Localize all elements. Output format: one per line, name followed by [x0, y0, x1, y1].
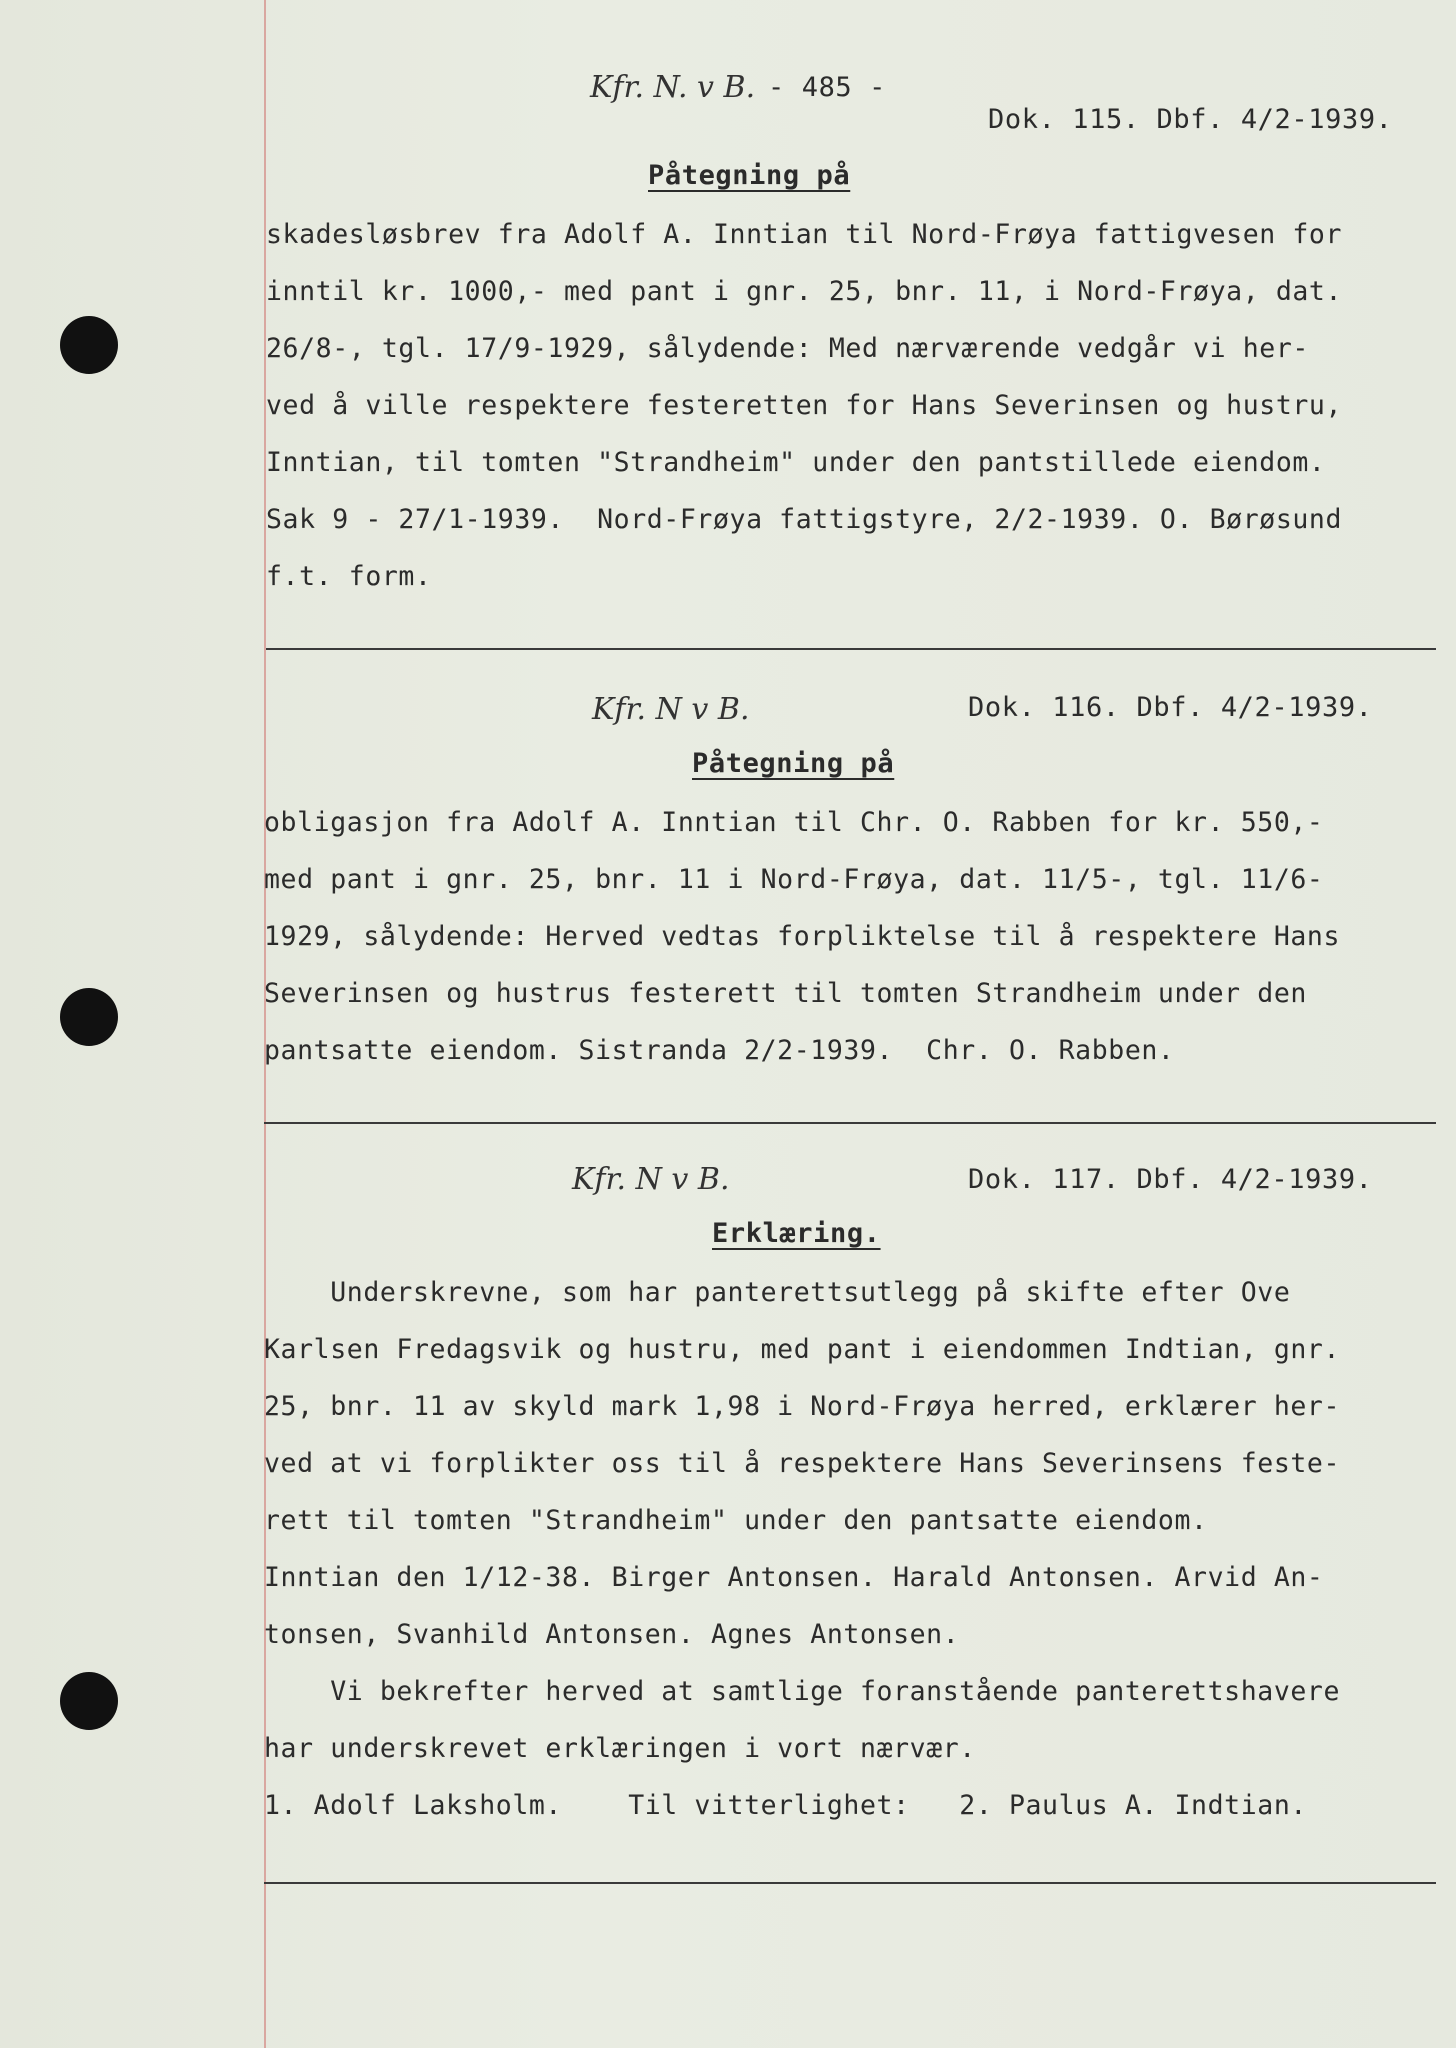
text-line: obligasjon fra Adolf A. Inntian til Chr. O. Rabben for kr. 550,-: [264, 807, 1324, 838]
text-line: med pant i gnr. 25, bnr. 11 i Nord-Frøya, dat. 11/5-, tgl. 11/6-: [264, 864, 1324, 895]
text-line: tonsen, Svanhild Antonsen. Agnes Antonsen.: [264, 1619, 960, 1650]
text-line: Inntian den 1/12-38. Birger Antonsen. Harald Antonsen. Arvid An-: [264, 1562, 1324, 1593]
divider: [264, 1122, 1436, 1124]
divider: [264, 1882, 1436, 1884]
text-line: f.t. form.: [266, 561, 432, 592]
punch-hole: [60, 988, 118, 1046]
text-line: pantsatte eiendom. Sistranda 2/2-1939. Chr. O. Rabben.: [264, 1035, 1175, 1066]
text-line: 1. Adolf Laksholm. Til vitterlighet: 2. Paulus A. Indtian.: [264, 1790, 1307, 1821]
text-line: skadesløsbrev fra Adolf A. Inntian til Nord-Frøya fattigvesen for: [266, 219, 1343, 250]
divider: [266, 648, 1436, 650]
margin-note: Kfr. N v B.: [592, 692, 750, 727]
text-line: 1929, sålydende: Herved vedtas forpliktelse til å respektere Hans: [264, 921, 1341, 952]
entry-header: Dok. 117. Dbf. 4/2-1939.: [968, 1164, 1373, 1195]
text-line: ved å ville respektere festeretten for Hans Severinsen og hustru,: [266, 390, 1343, 421]
text-line: Karlsen Fredagsvik og hustru, med pant i eiendommen Indtian, gnr.: [264, 1334, 1341, 1365]
page-number: - 485 -: [768, 72, 886, 103]
entry-title: Påtegning på: [648, 160, 851, 191]
punch-hole: [60, 1672, 118, 1730]
text-line: 25, bnr. 11 av skyld mark 1,98 i Nord-Frøya herred, erklærer her-: [264, 1391, 1341, 1422]
margin-note: Kfr. N v B.: [572, 1162, 730, 1197]
text-line: rett til tomten "Strandheim" under den pantsatte eiendom.: [264, 1505, 1208, 1536]
text-line: ved at vi forplikter oss til å respektere Hans Severinsens feste-: [264, 1448, 1341, 1479]
entry-header: Dok. 115. Dbf. 4/2-1939.: [988, 104, 1393, 135]
text-line: Inntian, til tomten "Strandheim" under den pantstillede eiendom.: [266, 447, 1326, 478]
entry-header: Dok. 116. Dbf. 4/2-1939.: [968, 692, 1373, 723]
text-line: inntil kr. 1000,- med pant i gnr. 25, bnr. 11, i Nord-Frøya, dat.: [266, 276, 1343, 307]
text-line: 26/8-, tgl. 17/9-1929, sålydende: Med nærværende vedgår vi her-: [266, 333, 1309, 364]
text-line: Severinsen og hustrus festerett til tomten Strandheim under den: [264, 978, 1307, 1009]
punch-hole: [60, 316, 118, 374]
entry-title: Erklæring.: [712, 1218, 881, 1249]
margin-note: Kfr. N. v B.: [590, 70, 756, 105]
entry-title: Påtegning på: [692, 748, 895, 779]
text-line: Sak 9 - 27/1-1939. Nord-Frøya fattigstyre, 2/2-1939. O. Børøsund: [266, 504, 1343, 535]
text-line: Vi bekrefter herved at samtlige foranstående panterettshavere: [264, 1676, 1341, 1707]
text-line: har underskrevet erklæringen i vort nærvær.: [264, 1733, 976, 1764]
text-line: Underskrevne, som har panterettsutlegg på skifte efter Ove: [264, 1277, 1291, 1308]
